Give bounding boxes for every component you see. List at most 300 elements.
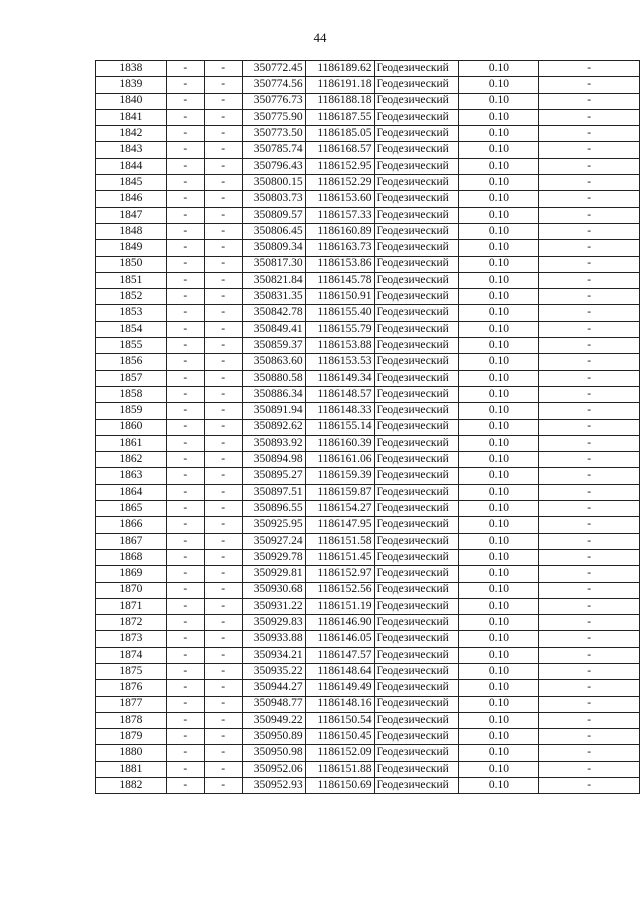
col-3-cell: - bbox=[204, 501, 242, 517]
table-row bbox=[96, 191, 640, 207]
precision-cell: 0.10 bbox=[459, 745, 539, 761]
table-row bbox=[96, 566, 640, 582]
col-2-cell: - bbox=[166, 745, 204, 761]
x-coordinate-cell: 350842.78 bbox=[242, 305, 305, 321]
precision-cell: 0.10 bbox=[459, 468, 539, 484]
precision-cell: 0.10 bbox=[459, 598, 539, 614]
precision-cell: 0.10 bbox=[459, 517, 539, 533]
x-coordinate-cell: 350949.22 bbox=[242, 712, 305, 728]
method-cell: Геодезический bbox=[374, 126, 459, 142]
method-cell: Геодезический bbox=[374, 338, 459, 354]
x-coordinate-cell: 350809.57 bbox=[242, 207, 305, 223]
table-row bbox=[96, 223, 640, 239]
precision-cell: 0.10 bbox=[459, 338, 539, 354]
col-3-cell: - bbox=[204, 272, 242, 288]
table-row bbox=[96, 501, 640, 517]
table-row bbox=[96, 93, 640, 109]
precision-cell: 0.10 bbox=[459, 615, 539, 631]
method-cell: Геодезический bbox=[374, 549, 459, 565]
precision-cell: 0.10 bbox=[459, 305, 539, 321]
last-col-cell: - bbox=[539, 468, 640, 484]
point-number-cell: 1841 bbox=[96, 109, 167, 125]
last-col-cell: - bbox=[539, 272, 640, 288]
method-cell: Геодезический bbox=[374, 77, 459, 93]
y-coordinate-cell: 1186154.27 bbox=[305, 501, 374, 517]
point-number-cell: 1845 bbox=[96, 175, 167, 191]
table-row bbox=[96, 109, 640, 125]
precision-cell: 0.10 bbox=[459, 61, 539, 77]
point-number-cell: 1838 bbox=[96, 61, 167, 77]
y-coordinate-cell: 1186155.79 bbox=[305, 321, 374, 337]
point-number-cell: 1874 bbox=[96, 647, 167, 663]
table-row bbox=[96, 582, 640, 598]
table-row bbox=[96, 533, 640, 549]
col-2-cell: - bbox=[166, 517, 204, 533]
y-coordinate-cell: 1186146.05 bbox=[305, 631, 374, 647]
last-col-cell: - bbox=[539, 305, 640, 321]
table-row bbox=[96, 256, 640, 272]
precision-cell: 0.10 bbox=[459, 729, 539, 745]
col-2-cell: - bbox=[166, 370, 204, 386]
method-cell: Геодезический bbox=[374, 582, 459, 598]
col-3-cell: - bbox=[204, 256, 242, 272]
method-cell: Геодезический bbox=[374, 761, 459, 777]
method-cell: Геодезический bbox=[374, 191, 459, 207]
col-3-cell: - bbox=[204, 240, 242, 256]
method-cell: Геодезический bbox=[374, 354, 459, 370]
table-row bbox=[96, 696, 640, 712]
x-coordinate-cell: 350863.60 bbox=[242, 354, 305, 370]
method-cell: Геодезический bbox=[374, 386, 459, 402]
point-number-cell: 1873 bbox=[96, 631, 167, 647]
col-3-cell: - bbox=[204, 761, 242, 777]
last-col-cell: - bbox=[539, 175, 640, 191]
method-cell: Геодезический bbox=[374, 175, 459, 191]
y-coordinate-cell: 1186152.95 bbox=[305, 158, 374, 174]
method-cell: Геодезический bbox=[374, 566, 459, 582]
point-number-cell: 1865 bbox=[96, 501, 167, 517]
precision-cell: 0.10 bbox=[459, 126, 539, 142]
y-coordinate-cell: 1186159.87 bbox=[305, 484, 374, 500]
last-col-cell: - bbox=[539, 615, 640, 631]
precision-cell: 0.10 bbox=[459, 582, 539, 598]
y-coordinate-cell: 1186152.97 bbox=[305, 566, 374, 582]
last-col-cell: - bbox=[539, 354, 640, 370]
precision-cell: 0.10 bbox=[459, 386, 539, 402]
col-2-cell: - bbox=[166, 126, 204, 142]
table-row bbox=[96, 663, 640, 679]
col-2-cell: - bbox=[166, 663, 204, 679]
point-number-cell: 1848 bbox=[96, 223, 167, 239]
precision-cell: 0.10 bbox=[459, 272, 539, 288]
y-coordinate-cell: 1186153.60 bbox=[305, 191, 374, 207]
table-row bbox=[96, 712, 640, 728]
point-number-cell: 1846 bbox=[96, 191, 167, 207]
table-row bbox=[96, 761, 640, 777]
y-coordinate-cell: 1186151.88 bbox=[305, 761, 374, 777]
col-3-cell: - bbox=[204, 582, 242, 598]
col-3-cell: - bbox=[204, 419, 242, 435]
last-col-cell: - bbox=[539, 386, 640, 402]
table-row bbox=[96, 549, 640, 565]
precision-cell: 0.10 bbox=[459, 321, 539, 337]
method-cell: Геодезический bbox=[374, 142, 459, 158]
precision-cell: 0.10 bbox=[459, 419, 539, 435]
x-coordinate-cell: 350831.35 bbox=[242, 289, 305, 305]
table-row bbox=[96, 207, 640, 223]
x-coordinate-cell: 350806.45 bbox=[242, 223, 305, 239]
y-coordinate-cell: 1186160.89 bbox=[305, 223, 374, 239]
point-number-cell: 1839 bbox=[96, 77, 167, 93]
last-col-cell: - bbox=[539, 745, 640, 761]
col-2-cell: - bbox=[166, 566, 204, 582]
col-3-cell: - bbox=[204, 778, 242, 794]
precision-cell: 0.10 bbox=[459, 370, 539, 386]
x-coordinate-cell: 350821.84 bbox=[242, 272, 305, 288]
col-3-cell: - bbox=[204, 663, 242, 679]
last-col-cell: - bbox=[539, 501, 640, 517]
last-col-cell: - bbox=[539, 631, 640, 647]
y-coordinate-cell: 1186149.49 bbox=[305, 680, 374, 696]
x-coordinate-cell: 350892.62 bbox=[242, 419, 305, 435]
precision-cell: 0.10 bbox=[459, 175, 539, 191]
col-3-cell: - bbox=[204, 696, 242, 712]
method-cell: Геодезический bbox=[374, 712, 459, 728]
last-col-cell: - bbox=[539, 680, 640, 696]
col-3-cell: - bbox=[204, 517, 242, 533]
precision-cell: 0.10 bbox=[459, 680, 539, 696]
col-2-cell: - bbox=[166, 386, 204, 402]
precision-cell: 0.10 bbox=[459, 761, 539, 777]
col-2-cell: - bbox=[166, 729, 204, 745]
col-2-cell: - bbox=[166, 549, 204, 565]
last-col-cell: - bbox=[539, 77, 640, 93]
x-coordinate-cell: 350927.24 bbox=[242, 533, 305, 549]
method-cell: Геодезический bbox=[374, 272, 459, 288]
last-col-cell: - bbox=[539, 370, 640, 386]
point-number-cell: 1858 bbox=[96, 386, 167, 402]
precision-cell: 0.10 bbox=[459, 207, 539, 223]
point-number-cell: 1849 bbox=[96, 240, 167, 256]
col-2-cell: - bbox=[166, 696, 204, 712]
last-col-cell: - bbox=[539, 566, 640, 582]
x-coordinate-cell: 350891.94 bbox=[242, 403, 305, 419]
y-coordinate-cell: 1186150.54 bbox=[305, 712, 374, 728]
x-coordinate-cell: 350859.37 bbox=[242, 338, 305, 354]
table-row bbox=[96, 745, 640, 761]
precision-cell: 0.10 bbox=[459, 647, 539, 663]
method-cell: Геодезический bbox=[374, 533, 459, 549]
x-coordinate-cell: 350893.92 bbox=[242, 435, 305, 451]
method-cell: Геодезический bbox=[374, 696, 459, 712]
method-cell: Геодезический bbox=[374, 517, 459, 533]
col-3-cell: - bbox=[204, 615, 242, 631]
col-2-cell: - bbox=[166, 631, 204, 647]
table-row bbox=[96, 729, 640, 745]
last-col-cell: - bbox=[539, 729, 640, 745]
col-3-cell: - bbox=[204, 631, 242, 647]
precision-cell: 0.10 bbox=[459, 549, 539, 565]
col-2-cell: - bbox=[166, 61, 204, 77]
col-3-cell: - bbox=[204, 126, 242, 142]
x-coordinate-cell: 350929.83 bbox=[242, 615, 305, 631]
precision-cell: 0.10 bbox=[459, 778, 539, 794]
col-2-cell: - bbox=[166, 321, 204, 337]
table-row bbox=[96, 126, 640, 142]
col-3-cell: - bbox=[204, 386, 242, 402]
last-col-cell: - bbox=[539, 126, 640, 142]
point-number-cell: 1862 bbox=[96, 452, 167, 468]
method-cell: Геодезический bbox=[374, 223, 459, 239]
x-coordinate-cell: 350930.68 bbox=[242, 582, 305, 598]
last-col-cell: - bbox=[539, 321, 640, 337]
point-number-cell: 1867 bbox=[96, 533, 167, 549]
point-number-cell: 1851 bbox=[96, 272, 167, 288]
last-col-cell: - bbox=[539, 419, 640, 435]
y-coordinate-cell: 1186153.88 bbox=[305, 338, 374, 354]
last-col-cell: - bbox=[539, 93, 640, 109]
table-row bbox=[96, 615, 640, 631]
point-number-cell: 1871 bbox=[96, 598, 167, 614]
precision-cell: 0.10 bbox=[459, 223, 539, 239]
last-col-cell: - bbox=[539, 598, 640, 614]
method-cell: Геодезический bbox=[374, 207, 459, 223]
last-col-cell: - bbox=[539, 484, 640, 500]
last-col-cell: - bbox=[539, 61, 640, 77]
col-3-cell: - bbox=[204, 566, 242, 582]
col-2-cell: - bbox=[166, 240, 204, 256]
y-coordinate-cell: 1186150.69 bbox=[305, 778, 374, 794]
col-3-cell: - bbox=[204, 142, 242, 158]
method-cell: Геодезический bbox=[374, 484, 459, 500]
table-row bbox=[96, 61, 640, 77]
y-coordinate-cell: 1186146.90 bbox=[305, 615, 374, 631]
col-2-cell: - bbox=[166, 305, 204, 321]
col-2-cell: - bbox=[166, 77, 204, 93]
last-col-cell: - bbox=[539, 452, 640, 468]
y-coordinate-cell: 1186147.57 bbox=[305, 647, 374, 663]
x-coordinate-cell: 350803.73 bbox=[242, 191, 305, 207]
col-2-cell: - bbox=[166, 582, 204, 598]
point-number-cell: 1879 bbox=[96, 729, 167, 745]
col-2-cell: - bbox=[166, 403, 204, 419]
y-coordinate-cell: 1186191.18 bbox=[305, 77, 374, 93]
x-coordinate-cell: 350774.56 bbox=[242, 77, 305, 93]
col-3-cell: - bbox=[204, 207, 242, 223]
x-coordinate-cell: 350776.73 bbox=[242, 93, 305, 109]
x-coordinate-cell: 350950.89 bbox=[242, 729, 305, 745]
x-coordinate-cell: 350849.41 bbox=[242, 321, 305, 337]
x-coordinate-cell: 350775.90 bbox=[242, 109, 305, 125]
last-col-cell: - bbox=[539, 647, 640, 663]
last-col-cell: - bbox=[539, 663, 640, 679]
col-2-cell: - bbox=[166, 712, 204, 728]
col-3-cell: - bbox=[204, 452, 242, 468]
col-2-cell: - bbox=[166, 435, 204, 451]
method-cell: Геодезический bbox=[374, 729, 459, 745]
last-col-cell: - bbox=[539, 191, 640, 207]
method-cell: Геодезический bbox=[374, 452, 459, 468]
col-3-cell: - bbox=[204, 191, 242, 207]
method-cell: Геодезический bbox=[374, 468, 459, 484]
col-3-cell: - bbox=[204, 93, 242, 109]
precision-cell: 0.10 bbox=[459, 289, 539, 305]
point-number-cell: 1844 bbox=[96, 158, 167, 174]
col-3-cell: - bbox=[204, 533, 242, 549]
col-3-cell: - bbox=[204, 370, 242, 386]
point-number-cell: 1882 bbox=[96, 778, 167, 794]
table-row bbox=[96, 680, 640, 696]
point-number-cell: 1863 bbox=[96, 468, 167, 484]
col-3-cell: - bbox=[204, 549, 242, 565]
col-3-cell: - bbox=[204, 647, 242, 663]
col-2-cell: - bbox=[166, 598, 204, 614]
y-coordinate-cell: 1186185.05 bbox=[305, 126, 374, 142]
col-2-cell: - bbox=[166, 93, 204, 109]
x-coordinate-cell: 350933.88 bbox=[242, 631, 305, 647]
precision-cell: 0.10 bbox=[459, 403, 539, 419]
last-col-cell: - bbox=[539, 223, 640, 239]
last-col-cell: - bbox=[539, 256, 640, 272]
table-row bbox=[96, 289, 640, 305]
table-body bbox=[96, 61, 640, 794]
precision-cell: 0.10 bbox=[459, 712, 539, 728]
last-col-cell: - bbox=[539, 435, 640, 451]
y-coordinate-cell: 1186155.14 bbox=[305, 419, 374, 435]
x-coordinate-cell: 350948.77 bbox=[242, 696, 305, 712]
point-number-cell: 1869 bbox=[96, 566, 167, 582]
point-number-cell: 1864 bbox=[96, 484, 167, 500]
y-coordinate-cell: 1186155.40 bbox=[305, 305, 374, 321]
y-coordinate-cell: 1186148.64 bbox=[305, 663, 374, 679]
col-2-cell: - bbox=[166, 191, 204, 207]
table-row bbox=[96, 631, 640, 647]
col-2-cell: - bbox=[166, 484, 204, 500]
point-number-cell: 1880 bbox=[96, 745, 167, 761]
last-col-cell: - bbox=[539, 109, 640, 125]
table-row bbox=[96, 338, 640, 354]
precision-cell: 0.10 bbox=[459, 631, 539, 647]
col-3-cell: - bbox=[204, 745, 242, 761]
col-2-cell: - bbox=[166, 680, 204, 696]
col-2-cell: - bbox=[166, 647, 204, 663]
precision-cell: 0.10 bbox=[459, 354, 539, 370]
col-2-cell: - bbox=[166, 354, 204, 370]
y-coordinate-cell: 1186153.53 bbox=[305, 354, 374, 370]
last-col-cell: - bbox=[539, 712, 640, 728]
col-3-cell: - bbox=[204, 403, 242, 419]
precision-cell: 0.10 bbox=[459, 142, 539, 158]
point-number-cell: 1855 bbox=[96, 338, 167, 354]
y-coordinate-cell: 1186187.55 bbox=[305, 109, 374, 125]
table-row bbox=[96, 386, 640, 402]
table-row bbox=[96, 419, 640, 435]
point-number-cell: 1840 bbox=[96, 93, 167, 109]
col-2-cell: - bbox=[166, 272, 204, 288]
method-cell: Геодезический bbox=[374, 109, 459, 125]
point-number-cell: 1852 bbox=[96, 289, 167, 305]
point-number-cell: 1875 bbox=[96, 663, 167, 679]
x-coordinate-cell: 350950.98 bbox=[242, 745, 305, 761]
point-number-cell: 1856 bbox=[96, 354, 167, 370]
col-3-cell: - bbox=[204, 77, 242, 93]
method-cell: Геодезический bbox=[374, 647, 459, 663]
x-coordinate-cell: 350925.95 bbox=[242, 517, 305, 533]
col-3-cell: - bbox=[204, 598, 242, 614]
y-coordinate-cell: 1186160.39 bbox=[305, 435, 374, 451]
x-coordinate-cell: 350809.34 bbox=[242, 240, 305, 256]
method-cell: Геодезический bbox=[374, 598, 459, 614]
point-number-cell: 1847 bbox=[96, 207, 167, 223]
method-cell: Геодезический bbox=[374, 615, 459, 631]
y-coordinate-cell: 1186152.09 bbox=[305, 745, 374, 761]
x-coordinate-cell: 350785.74 bbox=[242, 142, 305, 158]
y-coordinate-cell: 1186148.33 bbox=[305, 403, 374, 419]
method-cell: Геодезический bbox=[374, 745, 459, 761]
col-3-cell: - bbox=[204, 484, 242, 500]
x-coordinate-cell: 350796.43 bbox=[242, 158, 305, 174]
method-cell: Геодезический bbox=[374, 321, 459, 337]
col-3-cell: - bbox=[204, 354, 242, 370]
method-cell: Геодезический bbox=[374, 158, 459, 174]
table-row bbox=[96, 370, 640, 386]
col-2-cell: - bbox=[166, 761, 204, 777]
col-3-cell: - bbox=[204, 61, 242, 77]
col-3-cell: - bbox=[204, 468, 242, 484]
precision-cell: 0.10 bbox=[459, 256, 539, 272]
method-cell: Геодезический bbox=[374, 778, 459, 794]
col-2-cell: - bbox=[166, 289, 204, 305]
col-2-cell: - bbox=[166, 778, 204, 794]
x-coordinate-cell: 350929.81 bbox=[242, 566, 305, 582]
col-2-cell: - bbox=[166, 175, 204, 191]
col-3-cell: - bbox=[204, 321, 242, 337]
y-coordinate-cell: 1186163.73 bbox=[305, 240, 374, 256]
col-2-cell: - bbox=[166, 256, 204, 272]
point-number-cell: 1877 bbox=[96, 696, 167, 712]
col-3-cell: - bbox=[204, 435, 242, 451]
x-coordinate-cell: 350894.98 bbox=[242, 452, 305, 468]
precision-cell: 0.10 bbox=[459, 435, 539, 451]
last-col-cell: - bbox=[539, 517, 640, 533]
x-coordinate-cell: 350896.55 bbox=[242, 501, 305, 517]
col-2-cell: - bbox=[166, 338, 204, 354]
x-coordinate-cell: 350772.45 bbox=[242, 61, 305, 77]
point-number-cell: 1853 bbox=[96, 305, 167, 321]
col-3-cell: - bbox=[204, 223, 242, 239]
last-col-cell: - bbox=[539, 142, 640, 158]
y-coordinate-cell: 1186148.57 bbox=[305, 386, 374, 402]
y-coordinate-cell: 1186159.39 bbox=[305, 468, 374, 484]
method-cell: Геодезический bbox=[374, 403, 459, 419]
method-cell: Геодезический bbox=[374, 501, 459, 517]
point-number-cell: 1857 bbox=[96, 370, 167, 386]
precision-cell: 0.10 bbox=[459, 77, 539, 93]
y-coordinate-cell: 1186151.19 bbox=[305, 598, 374, 614]
method-cell: Геодезический bbox=[374, 631, 459, 647]
method-cell: Геодезический bbox=[374, 61, 459, 77]
point-number-cell: 1859 bbox=[96, 403, 167, 419]
y-coordinate-cell: 1186188.18 bbox=[305, 93, 374, 109]
precision-cell: 0.10 bbox=[459, 109, 539, 125]
last-col-cell: - bbox=[539, 778, 640, 794]
method-cell: Геодезический bbox=[374, 435, 459, 451]
col-2-cell: - bbox=[166, 615, 204, 631]
table-row bbox=[96, 305, 640, 321]
x-coordinate-cell: 350944.27 bbox=[242, 680, 305, 696]
point-number-cell: 1850 bbox=[96, 256, 167, 272]
table-row bbox=[96, 452, 640, 468]
